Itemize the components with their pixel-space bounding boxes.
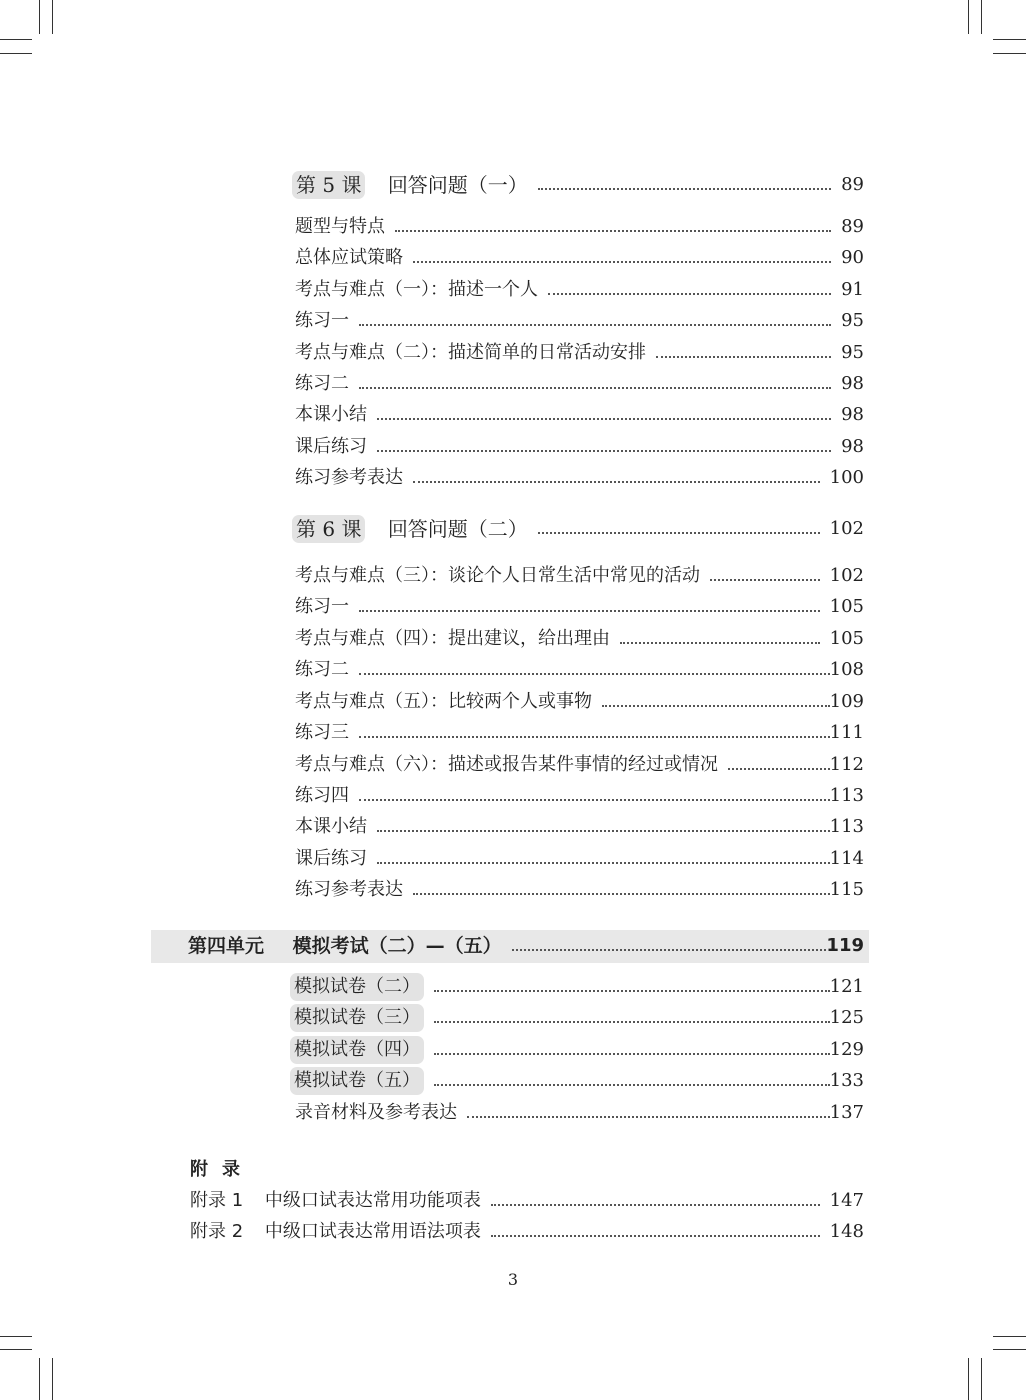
lesson-6-page: 102: [829, 518, 864, 539]
toc-entry: 考点与难点（四）：提出建议，给出理由 105: [295, 628, 864, 649]
toc-entry: 课后练习 98: [295, 436, 864, 457]
toc-entry: 模拟试卷（五） 133: [290, 1066, 864, 1096]
unit-4-page: 119: [826, 935, 864, 956]
toc-entry: 模拟试卷（二） 121: [290, 972, 864, 1002]
lesson-5-label: 第 5 课: [292, 171, 365, 199]
lesson-5-page: 89: [841, 174, 864, 195]
leader-dots: [512, 949, 827, 951]
toc-entry: 总体应试策略 90: [295, 247, 864, 268]
toc-entry: 题型与特点 89: [295, 216, 864, 237]
toc-entry: 附录 1 中级口试表达常用功能项表 147: [190, 1190, 864, 1211]
toc-entry: 本课小结 98: [295, 404, 864, 425]
unit-4-label: 第四单元: [188, 935, 265, 957]
toc-entry: 考点与难点（一）：描述一个人 91: [295, 279, 864, 300]
lesson-6-label: 第 6 课: [292, 515, 365, 543]
toc-entry: 录音材料及参考表达 137: [295, 1102, 864, 1123]
toc-entry: 练习二 108: [295, 659, 864, 680]
toc-entry: 练习参考表达 115: [295, 879, 864, 900]
toc-entry: 练习参考表达 100: [295, 467, 864, 488]
appendix-heading: 附录: [190, 1159, 254, 1180]
toc-entry: 考点与难点（五）：比较两个人或事物 109: [295, 691, 864, 712]
toc-entry: 模拟试卷（四） 129: [290, 1035, 864, 1065]
toc-entry: 附录 2 中级口试表达常用语法项表 148: [190, 1221, 864, 1242]
toc-entry: 练习一 95: [295, 310, 864, 331]
leader-dots: [538, 188, 831, 190]
toc-entry: 考点与难点（二）：描述简单的日常活动安排 95: [295, 342, 864, 363]
appendix-2-label: 附录 2: [190, 1221, 244, 1242]
toc-entry: 本课小结 113: [295, 816, 864, 837]
toc-entry: 练习四 113: [295, 785, 864, 806]
lesson-6-heading: [292, 514, 864, 544]
toc-entry: 练习一 105: [295, 596, 864, 617]
toc-entry: 练习三 111: [295, 722, 864, 743]
lesson-6-title: 回答问题（二）: [387, 517, 528, 541]
lesson-5-title: 回答问题（一）: [387, 173, 528, 197]
toc-entry: 课后练习 114: [295, 848, 864, 869]
toc-entry: 模拟试卷（三） 125: [290, 1003, 864, 1033]
lesson-5-heading: [292, 170, 864, 200]
leader-dots: [538, 532, 820, 534]
page-number: 3: [507, 1270, 519, 1289]
unit-4-title: 模拟考试（二）—（五）: [292, 935, 502, 957]
toc-entry: 考点与难点（六）：描述或报告某件事情的经过或情况 112: [295, 754, 864, 775]
toc-entry: 练习二 98: [295, 373, 864, 394]
unit-4-heading: [188, 931, 864, 961]
toc-entry: 考点与难点（三）：谈论个人日常生活中常见的活动 102: [295, 565, 864, 586]
appendix-1-label: 附录 1: [190, 1190, 244, 1211]
